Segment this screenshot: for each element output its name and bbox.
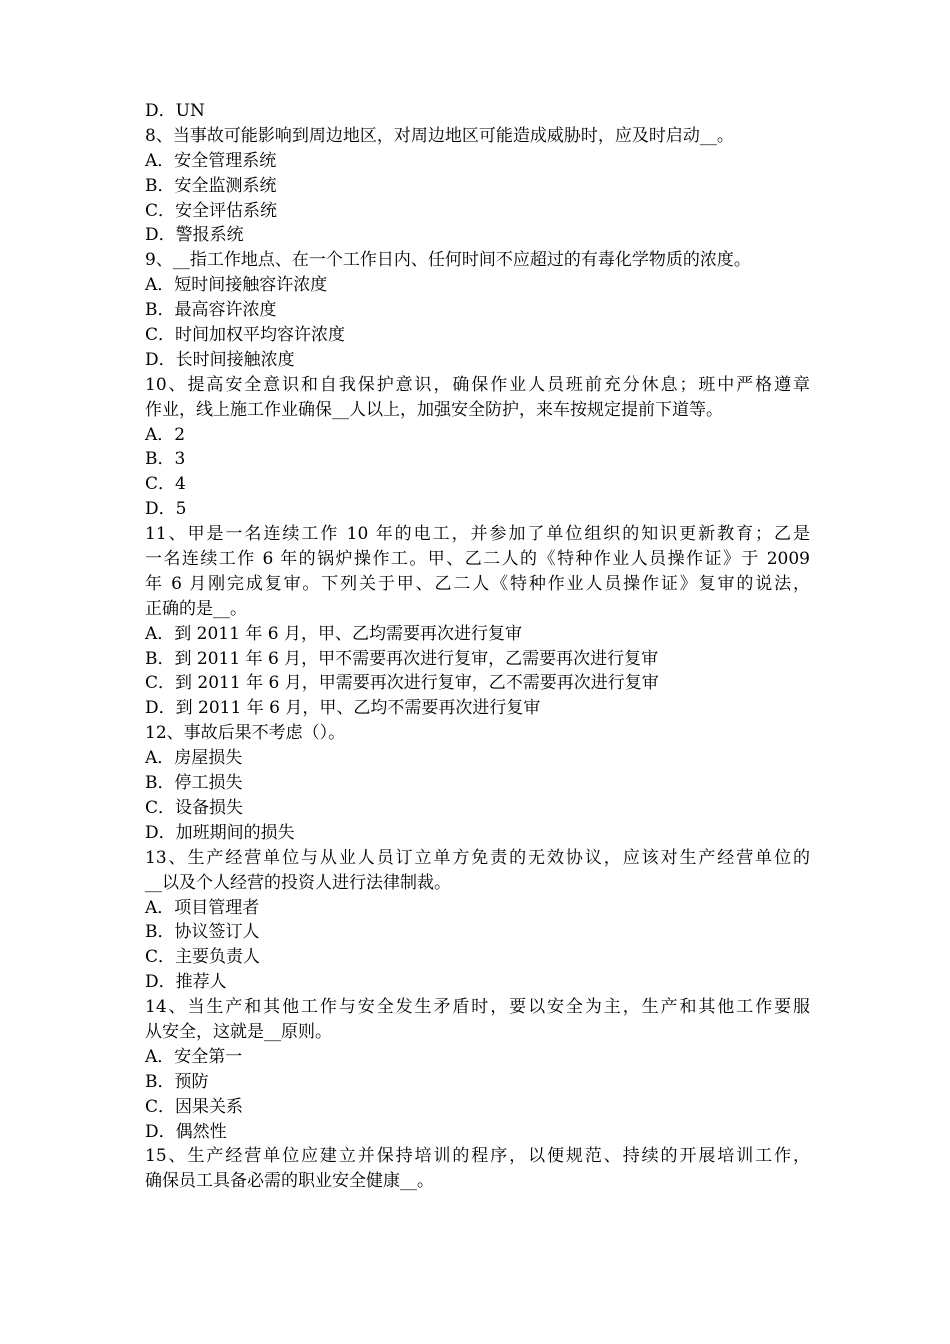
text-line: B．预防 (145, 1071, 209, 1092)
text-line: D．警报系统 (145, 225, 244, 246)
text-line: B．到 2011 年 6 月，甲不需要再次进行复审，乙需要再次进行复审 (145, 648, 659, 669)
text-line: 13、生产经营单位与从业人员订立单方免责的无效协议，应该对生产经营单位的 (145, 847, 810, 868)
text-line: 作业，线上施工作业确保__人以上，加强安全防护，来车按规定提前下道等。 (145, 399, 723, 420)
text-line: D．加班期间的损失 (145, 822, 295, 843)
text-line: A．项目管理者 (145, 897, 260, 918)
text-line: A．安全管理系统 (145, 150, 277, 171)
text-line: A．短时间接触容许浓度 (145, 275, 328, 296)
text-line: 从安全，这就是__原则。 (145, 1021, 332, 1042)
text-line: __以及个人经营的投资人进行法律制裁。 (145, 872, 451, 893)
text-line: C．设备损失 (145, 797, 244, 818)
text-line: B．3 (145, 449, 186, 470)
text-line: A．安全第一 (145, 1046, 243, 1067)
text-line: A．到 2011 年 6 月，甲、乙均需要再次进行复审 (145, 623, 522, 644)
text-line: 正确的是__。 (145, 598, 247, 619)
text-line: 15、生产经营单位应建立并保持培训的程序，以便规范、持续的开展培训工作， (145, 1146, 810, 1167)
text-line: 9、__指工作地点、在一个工作日内、任何时间不应超过的有毒化学物质的浓度。 (145, 250, 751, 271)
text-line: C．安全评估系统 (145, 200, 278, 221)
text-line: B．最高容许浓度 (145, 300, 277, 321)
text-line: D．UN (145, 101, 205, 121)
text-line: 11、甲是一名连续工作 10 年的电工，并参加了单位组织的知识更新教育；乙是 (145, 524, 810, 545)
text-line: 12、事故后果不考虑（）。 (145, 723, 346, 744)
text-line: C．时间加权平均容许浓度 (145, 325, 346, 346)
text-line: 10、提高安全意识和自我保护意识，确保作业人员班前充分休息；班中严格遵章 (145, 374, 810, 395)
text-line: 8、当事故可能影响到周边地区，对周边地区可能造成威胁时，应及时启动__。 (145, 125, 734, 146)
text-line: B．安全监测系统 (145, 175, 277, 196)
text-line: D．到 2011 年 6 月，甲、乙均不需要再次进行复审 (145, 698, 541, 719)
text-line: 一名连续工作 6 年的锅炉操作工。甲、乙二人的《特种作业人员操作证》于 2009 (145, 549, 810, 570)
document-body (145, 99, 810, 1194)
text-line: 14、当生产和其他工作与安全发生矛盾时，要以安全为主，生产和其他工作要服 (145, 997, 810, 1018)
text-line: C．主要负责人 (145, 947, 261, 968)
text-line: A．2 (145, 424, 186, 445)
text-line: A．房屋损失 (145, 748, 243, 769)
text-line: D．5 (145, 499, 187, 520)
text-line: D．长时间接触浓度 (145, 349, 295, 370)
text-line: B．停工损失 (145, 773, 243, 794)
text-line: D．推荐人 (145, 972, 227, 993)
text-line: B．协议签订人 (145, 922, 260, 943)
text-line: D．偶然性 (145, 1121, 227, 1142)
text-line: C．因果关系 (145, 1096, 244, 1117)
text-line: 年 6 月刚完成复审。下列关于甲、乙二人《特种作业人员操作证》复审的说法， (145, 573, 810, 594)
text-line: 确保员工具备必需的职业安全健康__。 (145, 1171, 434, 1192)
text-line: C．到 2011 年 6 月，甲需要再次进行复审，乙不需要再次进行复审 (145, 673, 659, 694)
text-line: C．4 (145, 474, 186, 495)
